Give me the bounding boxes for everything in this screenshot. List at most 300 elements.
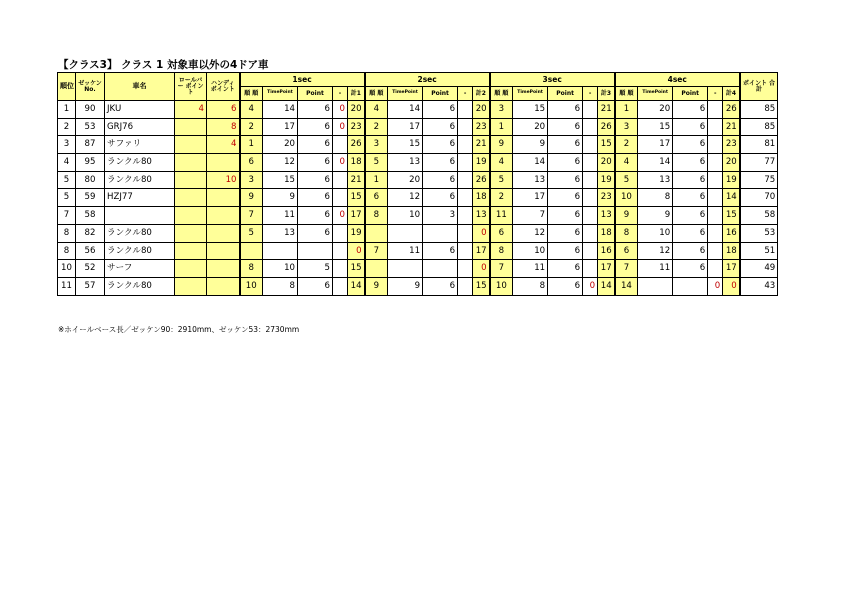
cell-sec-total: 20	[348, 101, 365, 119]
cell-sec-minus	[458, 154, 473, 172]
cell-sec-rank: 6	[490, 224, 513, 242]
cell-sec-rank: 1	[240, 136, 263, 154]
cell-grand-total: 53	[740, 224, 778, 242]
header-section-2: 2sec	[365, 73, 490, 87]
cell-sec-timepoint: 15	[388, 136, 423, 154]
cell-sec-rank: 4	[615, 154, 638, 172]
cell-grand-total: 51	[740, 242, 778, 260]
cell-handi: 8	[207, 118, 240, 136]
cell-sec-rank: 7	[490, 260, 513, 278]
table-row	[58, 189, 778, 207]
cell-sec-point	[673, 277, 708, 295]
header-sub-rank: 順 順	[615, 87, 638, 101]
cell-sec-point: 6	[423, 136, 458, 154]
cell-sec-minus	[708, 118, 723, 136]
cell-sec-rank	[240, 242, 263, 260]
cell-sec-total: 19	[723, 171, 740, 189]
cell-rollbar	[175, 224, 207, 242]
cell-sec-rank	[365, 260, 388, 278]
cell-sec-point: 6	[548, 224, 583, 242]
cell-sec-total: 26	[348, 136, 365, 154]
cell-rank: 8	[58, 224, 76, 242]
table-row	[58, 277, 778, 295]
header-grand-total: ポイント 合計	[740, 73, 778, 101]
cell-sec-minus	[583, 101, 598, 119]
cell-sec-total: 15	[473, 277, 490, 295]
cell-sec-timepoint: 10	[263, 260, 298, 278]
cell-sec-point: 6	[298, 224, 333, 242]
cell-handi: 6	[207, 101, 240, 119]
cell-sec-timepoint: 8	[638, 189, 673, 207]
cell-sec-rank: 3	[615, 118, 638, 136]
cell-sec-minus: 0	[333, 118, 348, 136]
cell-zekken: 82	[76, 224, 105, 242]
cell-zekken: 58	[76, 207, 105, 225]
cell-sec-rank: 1	[490, 118, 513, 136]
page-title: 【クラス3】 クラス 1 対象車以外の4ドア車	[58, 59, 269, 71]
cell-sec-rank: 2	[365, 118, 388, 136]
cell-rollbar	[175, 118, 207, 136]
cell-rollbar	[175, 260, 207, 278]
cell-sec-total: 21	[723, 118, 740, 136]
cell-sec-timepoint: 14	[513, 154, 548, 172]
cell-sec-total: 23	[348, 118, 365, 136]
table-row	[58, 101, 778, 119]
header-rollbar: ロールバー ポイント	[175, 73, 207, 101]
cell-sec-minus	[708, 207, 723, 225]
cell-sec-rank: 5	[490, 171, 513, 189]
header-sub-rank: 順 順	[240, 87, 263, 101]
cell-sec-minus	[333, 242, 348, 260]
cell-rank: 2	[58, 118, 76, 136]
header-sub-point: Point	[673, 87, 708, 101]
cell-car: GRJ76	[105, 118, 175, 136]
cell-sec-minus	[708, 154, 723, 172]
cell-sec-rank: 7	[615, 260, 638, 278]
header-section-3: 3sec	[490, 73, 615, 87]
cell-zekken: 52	[76, 260, 105, 278]
header-handi: ハンディ ポイント	[207, 73, 240, 101]
cell-sec-total: 0	[348, 242, 365, 260]
cell-sec-timepoint	[638, 277, 673, 295]
cell-sec-minus	[708, 101, 723, 119]
table-row	[58, 260, 778, 278]
cell-sec-minus	[458, 171, 473, 189]
cell-sec-point: 6	[548, 207, 583, 225]
cell-sec-total: 18	[723, 242, 740, 260]
cell-sec-rank: 2	[615, 136, 638, 154]
cell-sec-rank: 8	[490, 242, 513, 260]
cell-grand-total: 85	[740, 118, 778, 136]
cell-zekken: 80	[76, 171, 105, 189]
cell-sec-timepoint: 20	[513, 118, 548, 136]
cell-sec-point: 6	[423, 101, 458, 119]
cell-sec-timepoint	[388, 260, 423, 278]
cell-sec-rank: 9	[365, 277, 388, 295]
cell-sec-timepoint: 9	[388, 277, 423, 295]
cell-sec-total: 19	[473, 154, 490, 172]
header-car: 車名	[105, 73, 175, 101]
header-section-1: 1sec	[240, 73, 365, 87]
cell-rank: 5	[58, 189, 76, 207]
cell-sec-total: 26	[473, 171, 490, 189]
header-sub-minus: -	[583, 87, 598, 101]
cell-sec-timepoint: 15	[263, 171, 298, 189]
cell-sec-minus	[458, 277, 473, 295]
cell-sec-timepoint: 12	[513, 224, 548, 242]
cell-sec-timepoint: 14	[388, 101, 423, 119]
cell-sec-point: 6	[298, 189, 333, 207]
cell-sec-timepoint: 20	[388, 171, 423, 189]
cell-sec-minus	[583, 171, 598, 189]
cell-sec-total: 19	[598, 171, 615, 189]
cell-handi	[207, 154, 240, 172]
cell-sec-rank: 9	[490, 136, 513, 154]
cell-sec-total: 18	[473, 189, 490, 207]
cell-sec-point: 6	[423, 118, 458, 136]
cell-sec-minus	[458, 136, 473, 154]
cell-sec-rank: 5	[240, 224, 263, 242]
cell-sec-rank: 9	[615, 207, 638, 225]
header-sub-minus: -	[458, 87, 473, 101]
cell-sec-rank: 3	[365, 136, 388, 154]
cell-sec-timepoint: 11	[638, 260, 673, 278]
cell-sec-total: 0	[723, 277, 740, 295]
cell-sec-point	[423, 260, 458, 278]
cell-rank: 1	[58, 101, 76, 119]
cell-zekken: 53	[76, 118, 105, 136]
cell-sec-minus	[458, 118, 473, 136]
cell-car: HZJ77	[105, 189, 175, 207]
cell-sec-total: 23	[598, 189, 615, 207]
cell-sec-timepoint: 10	[513, 242, 548, 260]
cell-sec-total: 16	[723, 224, 740, 242]
cell-sec-minus: 0	[333, 101, 348, 119]
results-body	[58, 101, 778, 296]
cell-sec-point: 6	[423, 277, 458, 295]
cell-rollbar: 4	[175, 101, 207, 119]
cell-sec-rank: 5	[615, 171, 638, 189]
cell-sec-total: 17	[723, 260, 740, 278]
cell-sec-minus	[333, 224, 348, 242]
cell-rank: 7	[58, 207, 76, 225]
header-zekken: ゼッケン No.	[76, 73, 105, 101]
cell-rollbar	[175, 207, 207, 225]
cell-sec-point: 6	[673, 154, 708, 172]
cell-sec-timepoint: 10	[638, 224, 673, 242]
cell-sec-total: 17	[598, 260, 615, 278]
cell-sec-point: 5	[298, 260, 333, 278]
cell-sec-point: 6	[548, 101, 583, 119]
cell-sec-minus	[708, 189, 723, 207]
cell-sec-minus	[583, 207, 598, 225]
cell-sec-minus	[333, 260, 348, 278]
table-row	[58, 224, 778, 242]
cell-sec-minus: 0	[333, 207, 348, 225]
cell-car: ランクル80	[105, 242, 175, 260]
cell-sec-point: 6	[548, 171, 583, 189]
table-row	[58, 136, 778, 154]
cell-zekken: 90	[76, 101, 105, 119]
cell-zekken: 57	[76, 277, 105, 295]
cell-sec-minus	[333, 277, 348, 295]
cell-sec-rank: 8	[240, 260, 263, 278]
cell-sec-point: 6	[673, 136, 708, 154]
cell-sec-point: 6	[548, 136, 583, 154]
cell-grand-total: 58	[740, 207, 778, 225]
footnote: ※ホイールベース長／ゼッケン90：2910mm、ゼッケン53：2730mm	[58, 325, 300, 334]
cell-sec-point: 6	[423, 171, 458, 189]
cell-sec-point: 6	[548, 260, 583, 278]
cell-sec-total: 20	[723, 154, 740, 172]
cell-sec-point: 6	[298, 277, 333, 295]
cell-sec-timepoint: 13	[388, 154, 423, 172]
cell-sec-minus	[458, 242, 473, 260]
cell-sec-rank: 4	[240, 101, 263, 119]
cell-sec-total: 21	[598, 101, 615, 119]
cell-sec-rank: 2	[240, 118, 263, 136]
cell-sec-timepoint: 9	[263, 189, 298, 207]
cell-sec-minus: 0	[583, 277, 598, 295]
cell-sec-timepoint: 20	[638, 101, 673, 119]
cell-sec-timepoint: 15	[513, 101, 548, 119]
cell-sec-timepoint: 14	[638, 154, 673, 172]
header-sub-time: TimePoint	[638, 87, 673, 101]
cell-sec-timepoint: 17	[388, 118, 423, 136]
cell-sec-point	[423, 224, 458, 242]
cell-handi	[207, 224, 240, 242]
cell-sec-timepoint: 13	[263, 224, 298, 242]
header-sub-rank: 順 順	[365, 87, 388, 101]
cell-sec-minus	[333, 171, 348, 189]
header-sub-minus: -	[708, 87, 723, 101]
cell-sec-total: 18	[598, 224, 615, 242]
cell-handi	[207, 189, 240, 207]
cell-sec-timepoint: 8	[513, 277, 548, 295]
cell-sec-minus	[458, 207, 473, 225]
header-sub-point: Point	[423, 87, 458, 101]
cell-sec-total: 17	[473, 242, 490, 260]
cell-sec-minus	[458, 189, 473, 207]
cell-grand-total: 81	[740, 136, 778, 154]
cell-rollbar	[175, 189, 207, 207]
cell-sec-timepoint: 8	[263, 277, 298, 295]
cell-sec-minus	[583, 118, 598, 136]
cell-handi: 10	[207, 171, 240, 189]
cell-sec-rank: 4	[490, 154, 513, 172]
cell-sec-timepoint: 13	[513, 171, 548, 189]
header-sub-total: 計4	[723, 87, 740, 101]
header-section-4: 4sec	[615, 73, 740, 87]
cell-sec-rank: 1	[365, 171, 388, 189]
cell-sec-timepoint: 17	[263, 118, 298, 136]
cell-zekken: 95	[76, 154, 105, 172]
cell-sec-rank: 8	[615, 224, 638, 242]
cell-sec-timepoint	[388, 224, 423, 242]
cell-sec-minus	[583, 154, 598, 172]
cell-sec-point: 6	[298, 154, 333, 172]
header-sub-minus: -	[333, 87, 348, 101]
cell-sec-rank: 7	[240, 207, 263, 225]
cell-rank: 11	[58, 277, 76, 295]
cell-car: ランクル80	[105, 154, 175, 172]
cell-sec-total: 26	[723, 101, 740, 119]
cell-sec-timepoint: 11	[263, 207, 298, 225]
cell-sec-rank: 10	[615, 189, 638, 207]
cell-sec-point: 6	[298, 136, 333, 154]
cell-sec-point: 6	[673, 101, 708, 119]
cell-sec-timepoint: 13	[638, 171, 673, 189]
header-sub-rank: 順 順	[490, 87, 513, 101]
table-row	[58, 171, 778, 189]
cell-sec-total: 18	[348, 154, 365, 172]
cell-zekken: 56	[76, 242, 105, 260]
cell-sec-minus	[708, 242, 723, 260]
header-sub-time: TimePoint	[388, 87, 423, 101]
cell-sec-rank: 6	[615, 242, 638, 260]
cell-rollbar	[175, 154, 207, 172]
cell-sec-total: 21	[473, 136, 490, 154]
cell-sec-minus	[708, 224, 723, 242]
cell-sec-total: 16	[598, 242, 615, 260]
table-row	[58, 242, 778, 260]
cell-sec-point: 6	[423, 154, 458, 172]
cell-sec-rank: 6	[365, 189, 388, 207]
cell-sec-total: 23	[473, 118, 490, 136]
cell-sec-point: 6	[423, 242, 458, 260]
cell-sec-timepoint	[263, 242, 298, 260]
cell-sec-total: 20	[598, 154, 615, 172]
cell-sec-rank: 5	[365, 154, 388, 172]
cell-sec-point: 3	[423, 207, 458, 225]
cell-sec-rank: 6	[240, 154, 263, 172]
cell-sec-total: 14	[723, 189, 740, 207]
cell-car: ランクル80	[105, 171, 175, 189]
cell-sec-rank: 1	[615, 101, 638, 119]
cell-sec-minus: 0	[333, 154, 348, 172]
cell-rank: 10	[58, 260, 76, 278]
cell-sec-point: 6	[673, 207, 708, 225]
cell-sec-rank	[365, 224, 388, 242]
cell-grand-total: 75	[740, 171, 778, 189]
cell-sec-minus	[458, 260, 473, 278]
header-sub-total: 計2	[473, 87, 490, 101]
cell-sec-point: 6	[673, 224, 708, 242]
cell-rank: 4	[58, 154, 76, 172]
cell-sec-point: 6	[673, 118, 708, 136]
cell-grand-total: 85	[740, 101, 778, 119]
cell-sec-point: 6	[298, 101, 333, 119]
cell-sec-rank: 14	[615, 277, 638, 295]
cell-sec-timepoint: 9	[638, 207, 673, 225]
cell-sec-point	[298, 242, 333, 260]
cell-sec-point: 6	[673, 260, 708, 278]
cell-zekken: 59	[76, 189, 105, 207]
cell-sec-point: 6	[673, 171, 708, 189]
cell-sec-rank: 2	[490, 189, 513, 207]
cell-sec-total: 15	[348, 189, 365, 207]
cell-sec-minus: 0	[708, 277, 723, 295]
cell-sec-timepoint: 12	[263, 154, 298, 172]
cell-sec-minus	[583, 242, 598, 260]
cell-car	[105, 207, 175, 225]
cell-rank: 5	[58, 171, 76, 189]
cell-sec-minus	[583, 260, 598, 278]
cell-sec-minus	[333, 189, 348, 207]
cell-handi	[207, 277, 240, 295]
cell-grand-total: 70	[740, 189, 778, 207]
cell-sec-point: 6	[298, 207, 333, 225]
cell-sec-total: 15	[598, 136, 615, 154]
cell-sec-minus	[583, 224, 598, 242]
header-row-groups	[58, 73, 778, 87]
cell-sec-point: 6	[673, 242, 708, 260]
cell-sec-total: 14	[348, 277, 365, 295]
cell-car: ランクル80	[105, 277, 175, 295]
cell-handi	[207, 260, 240, 278]
table-row	[58, 207, 778, 225]
cell-sec-total: 15	[348, 260, 365, 278]
cell-rollbar	[175, 242, 207, 260]
cell-sec-total: 15	[723, 207, 740, 225]
cell-sec-minus	[708, 260, 723, 278]
cell-sec-rank: 4	[365, 101, 388, 119]
header-sub-total: 計1	[348, 87, 365, 101]
cell-handi	[207, 242, 240, 260]
cell-sec-point: 6	[548, 277, 583, 295]
cell-sec-rank: 3	[490, 101, 513, 119]
cell-sec-total: 21	[348, 171, 365, 189]
table-row	[58, 118, 778, 136]
cell-sec-minus	[708, 171, 723, 189]
cell-sec-timepoint: 11	[513, 260, 548, 278]
cell-sec-timepoint: 9	[513, 136, 548, 154]
cell-sec-rank: 10	[240, 277, 263, 295]
cell-sec-timepoint: 11	[388, 242, 423, 260]
cell-sec-total: 0	[473, 260, 490, 278]
cell-grand-total: 43	[740, 277, 778, 295]
cell-sec-point: 6	[548, 189, 583, 207]
cell-car: JKU	[105, 101, 175, 119]
cell-sec-timepoint: 20	[263, 136, 298, 154]
cell-car: サファリ	[105, 136, 175, 154]
cell-sec-point: 6	[298, 118, 333, 136]
cell-sec-total: 13	[473, 207, 490, 225]
cell-sec-timepoint: 17	[638, 136, 673, 154]
cell-sec-total: 13	[598, 207, 615, 225]
cell-rank: 3	[58, 136, 76, 154]
cell-sec-timepoint: 17	[513, 189, 548, 207]
cell-rollbar	[175, 136, 207, 154]
cell-sec-point: 6	[548, 118, 583, 136]
cell-sec-point: 6	[298, 171, 333, 189]
header-sub-point: Point	[548, 87, 583, 101]
cell-sec-minus	[333, 136, 348, 154]
results-table	[57, 72, 778, 296]
cell-handi: 4	[207, 136, 240, 154]
cell-sec-timepoint: 7	[513, 207, 548, 225]
cell-sec-total: 20	[473, 101, 490, 119]
cell-sec-point: 6	[673, 189, 708, 207]
cell-sec-timepoint: 15	[638, 118, 673, 136]
cell-rollbar	[175, 171, 207, 189]
cell-sec-point: 6	[423, 189, 458, 207]
cell-sec-point: 6	[548, 154, 583, 172]
cell-sec-timepoint: 12	[638, 242, 673, 260]
cell-sec-total: 14	[598, 277, 615, 295]
cell-sec-total: 17	[348, 207, 365, 225]
cell-rank: 8	[58, 242, 76, 260]
